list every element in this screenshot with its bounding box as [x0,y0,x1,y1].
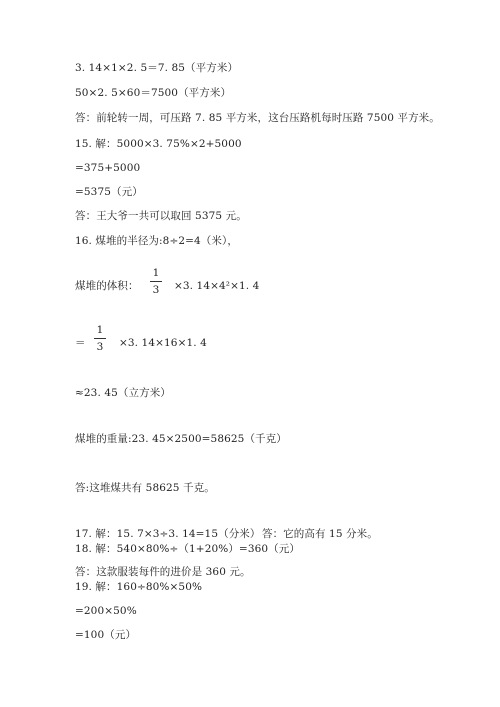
fraction-denominator: 3 [152,284,160,296]
q19-solution: 19. 解：160÷80%×50% [75,581,203,593]
q16-volume-result: ≈23. 45（立方米） [75,387,171,399]
fraction-one-third-2 [94,324,106,354]
answer-17: 答：它的高有 15 分米。 [262,528,378,540]
q18-solution: 18. 解：540×80%÷（1+20%）=360（元） [75,543,300,555]
answer-14: 答：前轮转一周，可压路 7. 85 平方米，这台压路机每时压路 7500 平方米。 [75,112,440,124]
q19-step-1: =200×50% [75,605,137,617]
fraction-numerator: 1 [152,267,160,279]
q16-weight: 煤堆的重量:23. 45×2500=58625（千克） [75,433,287,445]
q16-radius: 16. 煤堆的半径为:8÷2=4（米）， [75,235,238,247]
answer-16: 答:这堆煤共有 58625 千克。 [75,482,215,494]
fraction-bar [150,281,162,282]
q19-step-2: =100（元） [75,629,137,641]
fraction-bar [94,338,106,339]
q16-volume-formula: ×3. 14×4²×1. 4 [174,280,260,292]
fraction-one-third-1 [150,267,162,297]
q15-step-1: =375+5000 [75,162,141,174]
fraction-numerator: 1 [96,324,104,336]
fraction-denominator: 3 [96,341,104,353]
q15-step-2: =5375（元） [75,186,143,198]
q16-volume-step: ×3. 14×16×1. 4 [119,337,207,349]
answer-15: 答：王大爷一共可以取回 5375 元。 [75,210,247,222]
q17-solution: 17. 解：15. 7×3÷3. 14=15（分米） [75,528,261,540]
q15-solution: 15. 解：5000×3. 75%×2+5000 [75,138,242,150]
q16-volume-step-prefix: ＝ [75,337,86,349]
answer-18: 答：这款服装每件的进价是 360 元。 [75,566,251,578]
line-total-area: 50×2. 5×60＝7500（平方米） [75,87,232,99]
q16-volume-label: 煤堆的体积： [75,280,139,292]
line-3-area: 3. 14×1×2. 5＝7. 85（平方米） [75,62,239,74]
